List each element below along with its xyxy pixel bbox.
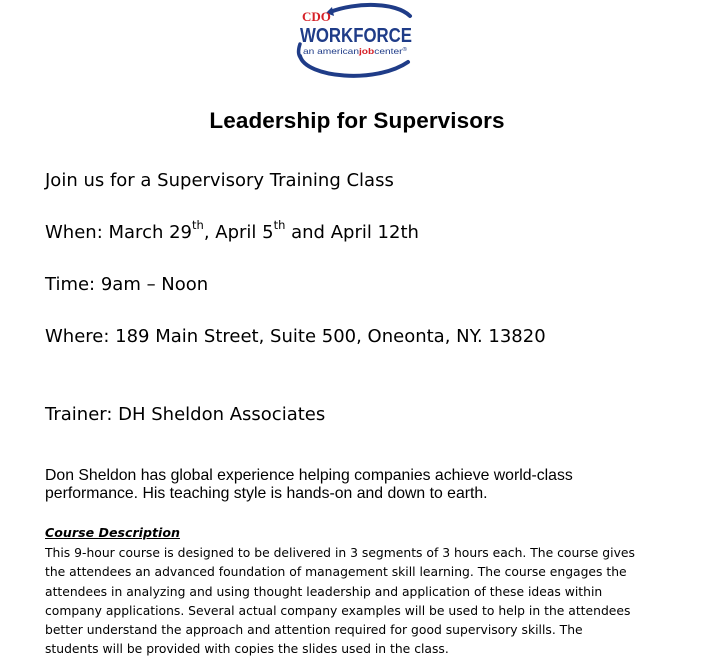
logo-top-text: CDO — [302, 9, 331, 24]
course-line: better understand the approach and attention required for good supervisory skills. The — [45, 623, 583, 638]
course-description-body — [45, 544, 695, 660]
bio-line: performance. His teaching style is hands-on and down to earth. — [45, 485, 488, 502]
course-line: students will be provided with copies the slides used in the class. — [45, 642, 449, 657]
when-line: When: March 29th, April 5th and April 12th — [45, 218, 419, 243]
trainer-line: Trainer: DH Sheldon Associates — [45, 404, 326, 425]
bio-line: Don Sheldon has global experience helping companies achieve world-class — [45, 467, 573, 484]
where-line: Where: 189 Main Street, Suite 500, Oneonta, NY. 13820 — [45, 326, 546, 347]
time-line: Time: 9am – Noon — [45, 274, 209, 295]
course-description-heading: Course Description — [45, 525, 180, 540]
course-line: the attendees an advanced foundation of management skill learning. The course engages the — [45, 565, 627, 580]
cdo-workforce-logo — [296, 4, 416, 80]
course-line: company applications. Several actual company examples will be used to help in the attendees — [45, 603, 631, 618]
trainer-bio — [45, 467, 645, 503]
course-line: This 9-hour course is designed to be delivered in 3 segments of 3 hours each. The course gives — [45, 546, 635, 560]
logo-main-text: WORKFORCE — [300, 24, 412, 47]
page-title: Leadership for Supervisors — [209, 108, 505, 133]
course-line: attendees in analyzing and using thought leadership and application of these ideas within — [45, 584, 603, 599]
logo-tagline: an american job center ® — [303, 46, 407, 56]
intro-line: Join us for a Supervisory Training Class — [45, 170, 394, 191]
